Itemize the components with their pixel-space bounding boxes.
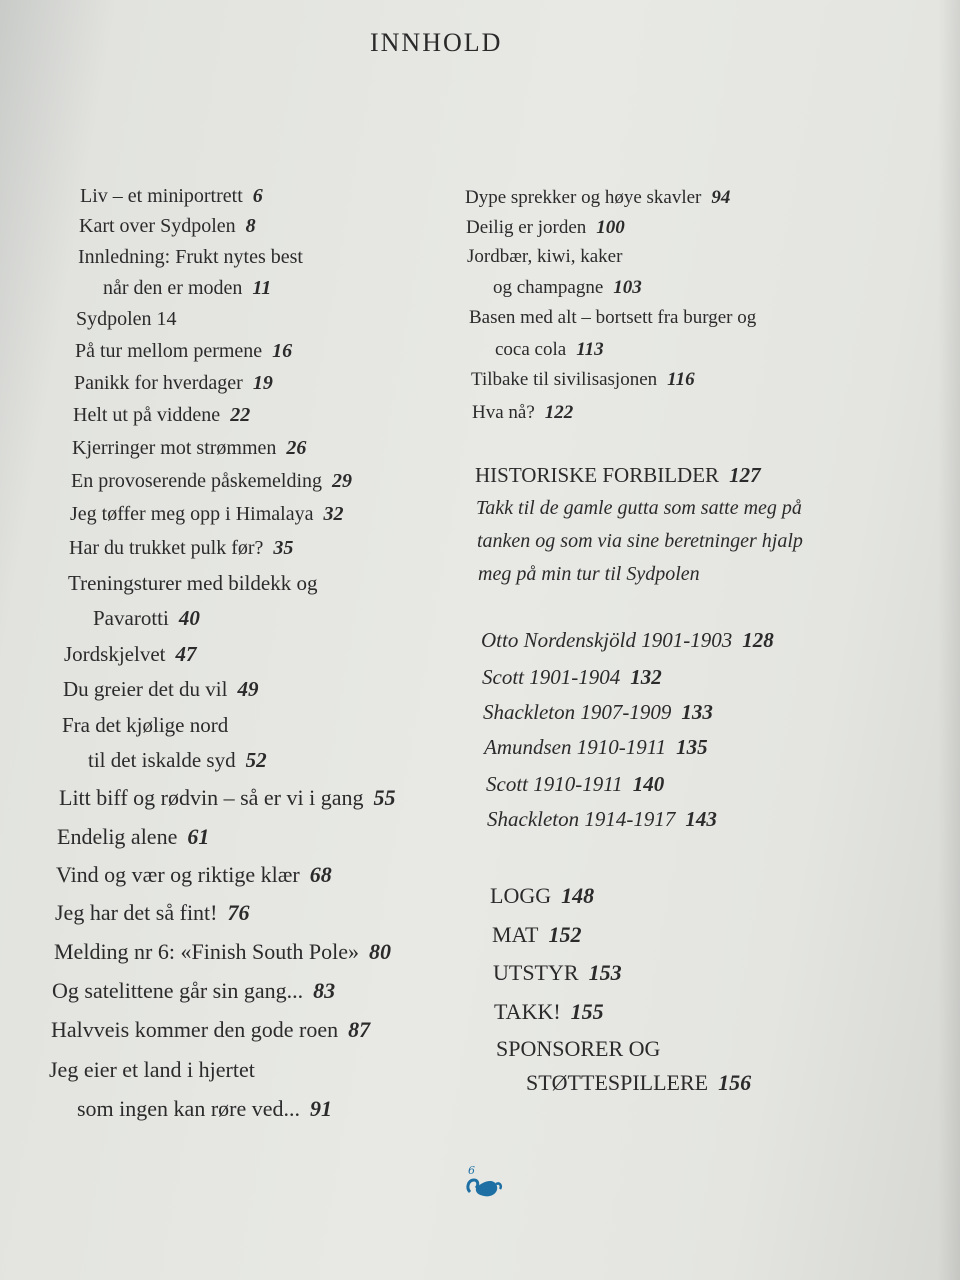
toc-entry: Har du trukket pulk før? 35	[69, 537, 294, 559]
page-edge-shadow	[938, 0, 960, 1280]
appendix-entry: LOGG 148	[490, 883, 595, 908]
toc-entry: En provoserende påskemelding 29	[71, 470, 353, 492]
toc-entry: Endelig alene 61	[57, 824, 210, 849]
appendix-entry: SPONSORER OG	[496, 1036, 661, 1061]
historical-entry: Scott 1910-1911 140	[486, 772, 665, 796]
toc-entry: Deilig er jorden 100	[466, 217, 625, 238]
appendix-entry: UTSTYR 153	[493, 960, 622, 985]
historical-entry: Amundsen 1910-1911 135	[484, 735, 708, 759]
appendix-entry: STØTTESPILLERE 156	[526, 1070, 752, 1095]
appendix-entry: TAKK! 155	[494, 999, 604, 1024]
toc-entry: Basen med alt – bortsett fra burger og	[469, 307, 757, 328]
toc-entry: Jeg tøffer meg opp i Himalaya 32	[70, 503, 344, 525]
toc-entry: Pavarotti 40	[93, 606, 200, 630]
historical-intro-line: meg på min tur til Sydpolen	[478, 563, 700, 585]
toc-entry: Litt biff og rødvin – så er vi i gang 55	[59, 785, 396, 810]
toc-entry: coca cola 113	[495, 339, 604, 360]
decorative-flourish-icon	[462, 1162, 506, 1205]
appendix-entry: MAT 152	[492, 922, 582, 947]
toc-entry: Liv – et miniportrett 6	[80, 185, 263, 207]
toc-entry: Jeg har det så fint! 76	[55, 900, 250, 925]
page-number: 6	[468, 1164, 475, 1177]
toc-entry: Fra det kjølige nord	[62, 713, 229, 737]
historical-entry: Scott 1901-1904 132	[482, 665, 662, 689]
toc-entry: Tilbake til sivilisasjonen 116	[471, 369, 695, 390]
toc-entry: Jordbær, kiwi, kaker	[467, 246, 623, 267]
historical-entry: Shackleton 1914-1917 143	[487, 807, 717, 831]
historical-entry: Otto Nordenskjöld 1901-1903 128	[481, 628, 774, 652]
toc-entry: Panikk for hverdager 19	[74, 372, 273, 394]
page-title: INNHOLD	[370, 28, 503, 57]
toc-entry: Du greier det du vil 49	[63, 677, 259, 701]
historical-entry: Shackleton 1907-1909 133	[483, 700, 713, 724]
toc-entry: Hva nå? 122	[472, 402, 574, 423]
toc-entry: Jeg eier et land i hjertet	[49, 1057, 255, 1082]
toc-entry: Halvveis kommer den gode roen 87	[51, 1017, 371, 1042]
toc-entry: Vind og vær og riktige klær 68	[56, 862, 332, 887]
toc-entry: Kjerringer mot strømmen 26	[72, 437, 307, 459]
toc-entry: Sydpolen 14	[76, 308, 177, 330]
toc-entry: når den er moden 11	[103, 277, 272, 299]
toc-entry: Innledning: Frukt nytes best	[78, 246, 303, 268]
historical-intro-line: Takk til de gamle gutta som satte meg på	[476, 497, 802, 519]
toc-entry: På tur mellom permene 16	[75, 340, 293, 362]
toc-entry: som ingen kan røre ved... 91	[77, 1096, 332, 1121]
toc-entry: Dype sprekker og høye skavler 94	[465, 187, 731, 208]
toc-entry: Treningsturer med bildekk og	[68, 571, 318, 595]
historical-intro-line: tanken og som via sine beretninger hjalp	[477, 530, 803, 552]
toc-entry: Kart over Sydpolen 8	[79, 215, 256, 237]
toc-entry: til det iskalde syd 52	[88, 748, 267, 772]
toc-entry: Helt ut på viddene 22	[73, 404, 251, 426]
toc-entry: og champagne 103	[493, 277, 642, 298]
toc-entry: Melding nr 6: «Finish South Pole» 80	[54, 939, 391, 964]
toc-entry: Og satelittene går sin gang... 83	[52, 978, 336, 1003]
historical-heading: HISTORISKE FORBILDER 127	[475, 463, 761, 487]
toc-entry: Jordskjelvet 47	[64, 642, 197, 666]
